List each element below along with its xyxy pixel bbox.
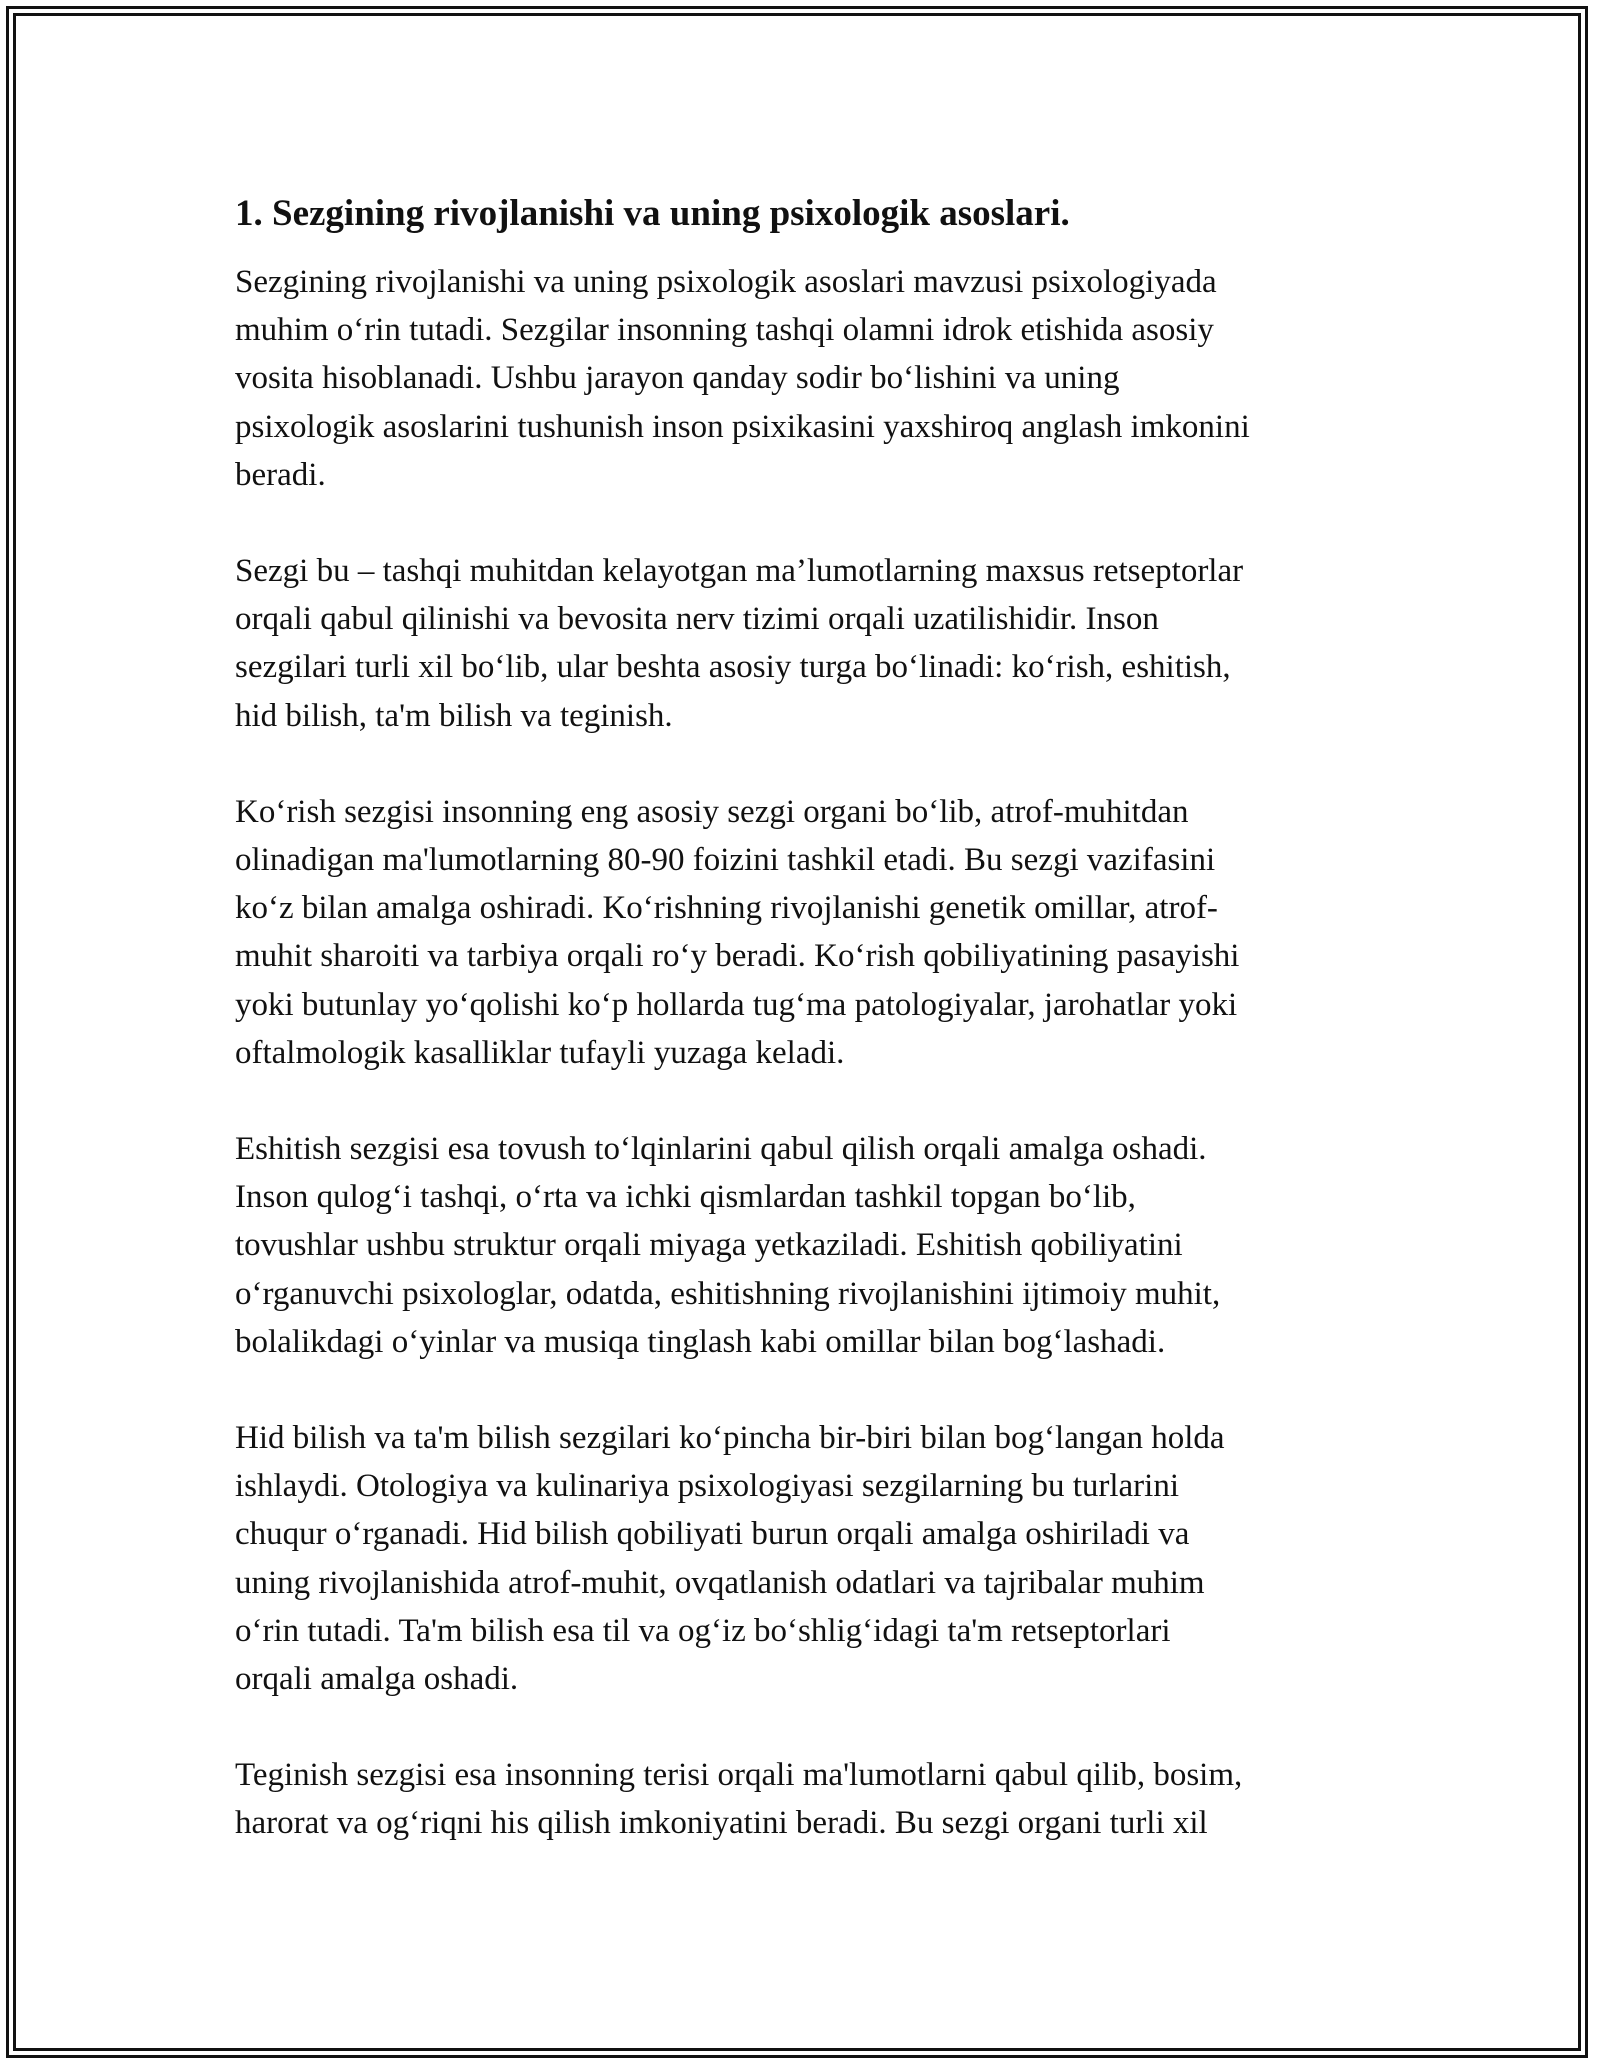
paragraph-sense-definition: Sezgi bu – tashqi muhitdan kelayotgan ma’lumotlarning maxsus retseptorlar orqali qabul qilinishi va bevosita nerv tizimi orqali uzatilishidir. Inson sezgilari turli xil bo‘lib, ular beshta asosiy turga bo‘linadi: ko‘rish, eshitish, hid bilish, ta'm bilish va teginish. [235, 553, 1244, 734]
paragraph-smell-taste: Hid bilish va ta'm bilish sezgilari ko‘pincha bir-biri bilan bog‘langan holda ishlaydi. Otologiya va kulinariya psixologiyasi sezgilarning bu turlarini chuqur o‘rganadi. Hid bilish qobiliyati burun orqali amalga oshiriladi va uning rivojlanishida atrof-muhit, ovqatlanish odatlari va tajribalar muhim o‘rin tutadi. Ta'm bilish esa til va og‘iz bo‘shlig‘idagi ta'm retseptorlari orqali amalga oshadi. [235, 1420, 1225, 1698]
document-body [235, 190, 1385, 1896]
paragraph-intro: Sezgining rivojlanishi va uning psixologik asoslari mavzusi psixologiyada muhim o‘rin tutadi. Sezgilar insonning tashqi olamni idrok etishida asosiy vosita hisoblanadi. Ushbu jarayon qanday sodir bo‘lishini va uning psixologik asoslarini tushunish inson psixikasini yaxshiroq anglash imkonini beradi. [235, 264, 1250, 493]
section-heading: 1. Sezgining rivojlanishi va uning psixologik asoslari. [235, 193, 1070, 234]
paragraph-hearing: Eshitish sezgisi esa tovush to‘lqinlarini qabul qilish orqali amalga oshadi. Inson qulog‘i tashqi, o‘rta va ichki qismlardan tashkil topgan bo‘lib, tovushlar ushbu struktur orqali miyaga yetkaziladi. Eshitish qobiliyatini o‘rganuvchi psixologlar, odatda, eshitishning rivojlanishini ijtimoiy muhit, bolalikdagi o‘yinlar va musiqa tinglash kabi omillar bilan bog‘lashadi. [235, 1131, 1221, 1360]
paragraph-vision: Ko‘rish sezgisi insonning eng asosiy sezgi organi bo‘lib, atrof-muhitdan olinadigan ma'lumotlarning 80-90 foizini tashkil etadi. Bu sezgi vazifasini ko‘z bilan amalga oshiradi. Ko‘rishning rivojlanishi genetik omillar, atrof- muhit sharoiti va tarbiya orqali ro‘y beradi. Ko‘rish qobiliyatining pasayishi yoki butunlay yo‘qolishi ko‘p hollarda tug‘ma patologiyalar, jarohatlar yoki oftalmologik kasalliklar tufayli yuzaga keladi. [235, 793, 1240, 1071]
paragraph-touch: Teginish sezgisi esa insonning terisi orqali ma'lumotlarni qabul qilib, bosim, harorat va og‘riqni his qilish imkoniyatini beradi. Bu sezgi organi turli xil [235, 1757, 1243, 1842]
